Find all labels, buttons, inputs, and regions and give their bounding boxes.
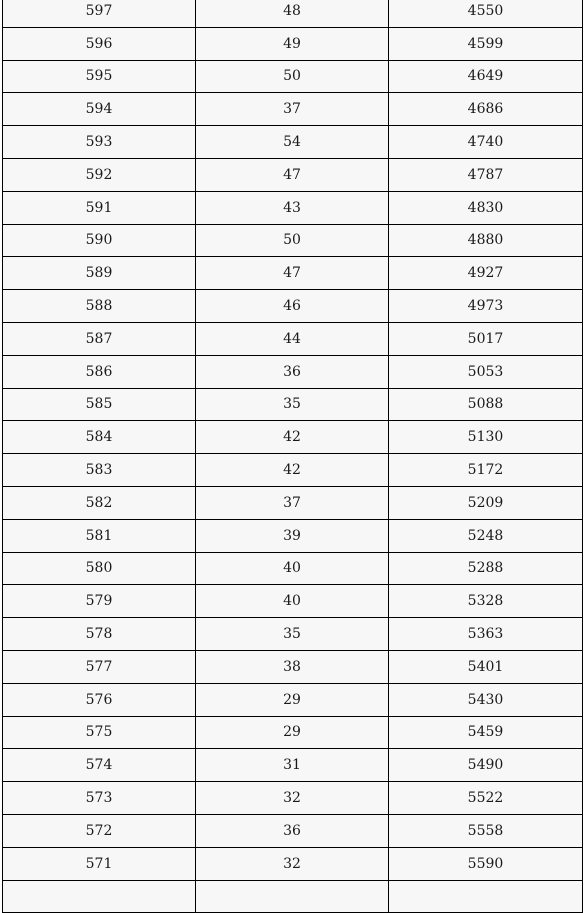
score-cell: 577 [3,650,196,683]
cumulative-cell: 4740 [389,126,583,159]
cumulative-cell: 5558 [389,814,583,847]
cumulative-cell: 5288 [389,552,583,585]
score-cell: 578 [3,618,196,651]
table-row [3,814,583,847]
cumulative-cell: 4830 [389,191,583,224]
table-row [3,126,583,159]
score-cell: 588 [3,290,196,323]
count-cell: 40 [196,552,389,585]
table-row [3,585,583,618]
cumulative-cell: 5172 [389,454,583,487]
score-cell: 592 [3,158,196,191]
table-row [3,191,583,224]
cumulative-cell: 5328 [389,585,583,618]
count-cell: 36 [196,355,389,388]
score-cell: 584 [3,421,196,454]
table-row [3,486,583,519]
score-cell: 585 [3,388,196,421]
count-cell: 48 [196,0,389,27]
score-table-body [3,0,583,913]
table-row [3,847,583,880]
score-cell [3,880,196,913]
score-cell: 581 [3,519,196,552]
score-cell: 571 [3,847,196,880]
cumulative-cell: 5401 [389,650,583,683]
count-cell: 43 [196,191,389,224]
table-row [3,290,583,323]
score-cell: 576 [3,683,196,716]
table-row [3,716,583,749]
table-row [3,60,583,93]
cumulative-cell: 4649 [389,60,583,93]
cumulative-cell: 5053 [389,355,583,388]
score-table [2,0,583,913]
score-cell: 589 [3,257,196,290]
cumulative-cell: 4927 [389,257,583,290]
cumulative-cell: 5017 [389,322,583,355]
cumulative-cell: 5248 [389,519,583,552]
count-cell: 50 [196,224,389,257]
cumulative-cell: 5490 [389,749,583,782]
count-cell [196,880,389,913]
cumulative-cell: 4880 [389,224,583,257]
count-cell: 42 [196,454,389,487]
table-row [3,782,583,815]
table-row [3,257,583,290]
score-cell: 572 [3,814,196,847]
score-cell: 586 [3,355,196,388]
count-cell: 37 [196,486,389,519]
count-cell: 39 [196,519,389,552]
score-cell: 595 [3,60,196,93]
score-cell: 597 [3,0,196,27]
cumulative-cell: 4686 [389,93,583,126]
table-row [3,454,583,487]
cumulative-cell: 5590 [389,847,583,880]
table-row [3,519,583,552]
count-cell: 40 [196,585,389,618]
table-row [3,683,583,716]
count-cell: 46 [196,290,389,323]
score-cell: 587 [3,322,196,355]
score-cell: 596 [3,27,196,60]
score-table-container [2,0,582,913]
score-cell: 591 [3,191,196,224]
score-cell: 590 [3,224,196,257]
table-row [3,618,583,651]
score-cell: 573 [3,782,196,815]
count-cell: 44 [196,322,389,355]
table-row [3,650,583,683]
table-row [3,158,583,191]
count-cell: 35 [196,618,389,651]
cumulative-cell: 5522 [389,782,583,815]
count-cell: 47 [196,257,389,290]
table-row [3,93,583,126]
table-row [3,224,583,257]
count-cell: 36 [196,814,389,847]
table-row [3,880,583,913]
count-cell: 29 [196,716,389,749]
cumulative-cell: 5209 [389,486,583,519]
table-row [3,388,583,421]
cumulative-cell: 4787 [389,158,583,191]
count-cell: 37 [196,93,389,126]
cumulative-cell: 4599 [389,27,583,60]
cumulative-cell: 5459 [389,716,583,749]
score-cell: 574 [3,749,196,782]
count-cell: 54 [196,126,389,159]
table-row [3,552,583,585]
cumulative-cell: 4550 [389,0,583,27]
table-row [3,355,583,388]
count-cell: 38 [196,650,389,683]
count-cell: 32 [196,847,389,880]
count-cell: 50 [196,60,389,93]
count-cell: 31 [196,749,389,782]
cumulative-cell [389,880,583,913]
count-cell: 47 [196,158,389,191]
score-cell: 583 [3,454,196,487]
score-cell: 593 [3,126,196,159]
score-cell: 575 [3,716,196,749]
table-row [3,27,583,60]
cumulative-cell: 4973 [389,290,583,323]
score-cell: 579 [3,585,196,618]
table-row [3,421,583,454]
cumulative-cell: 5130 [389,421,583,454]
score-cell: 580 [3,552,196,585]
cumulative-cell: 5088 [389,388,583,421]
table-row [3,322,583,355]
cumulative-cell: 5430 [389,683,583,716]
count-cell: 29 [196,683,389,716]
score-cell: 594 [3,93,196,126]
count-cell: 49 [196,27,389,60]
count-cell: 42 [196,421,389,454]
table-row [3,0,583,27]
count-cell: 32 [196,782,389,815]
cumulative-cell: 5363 [389,618,583,651]
count-cell: 35 [196,388,389,421]
table-row [3,749,583,782]
score-cell: 582 [3,486,196,519]
